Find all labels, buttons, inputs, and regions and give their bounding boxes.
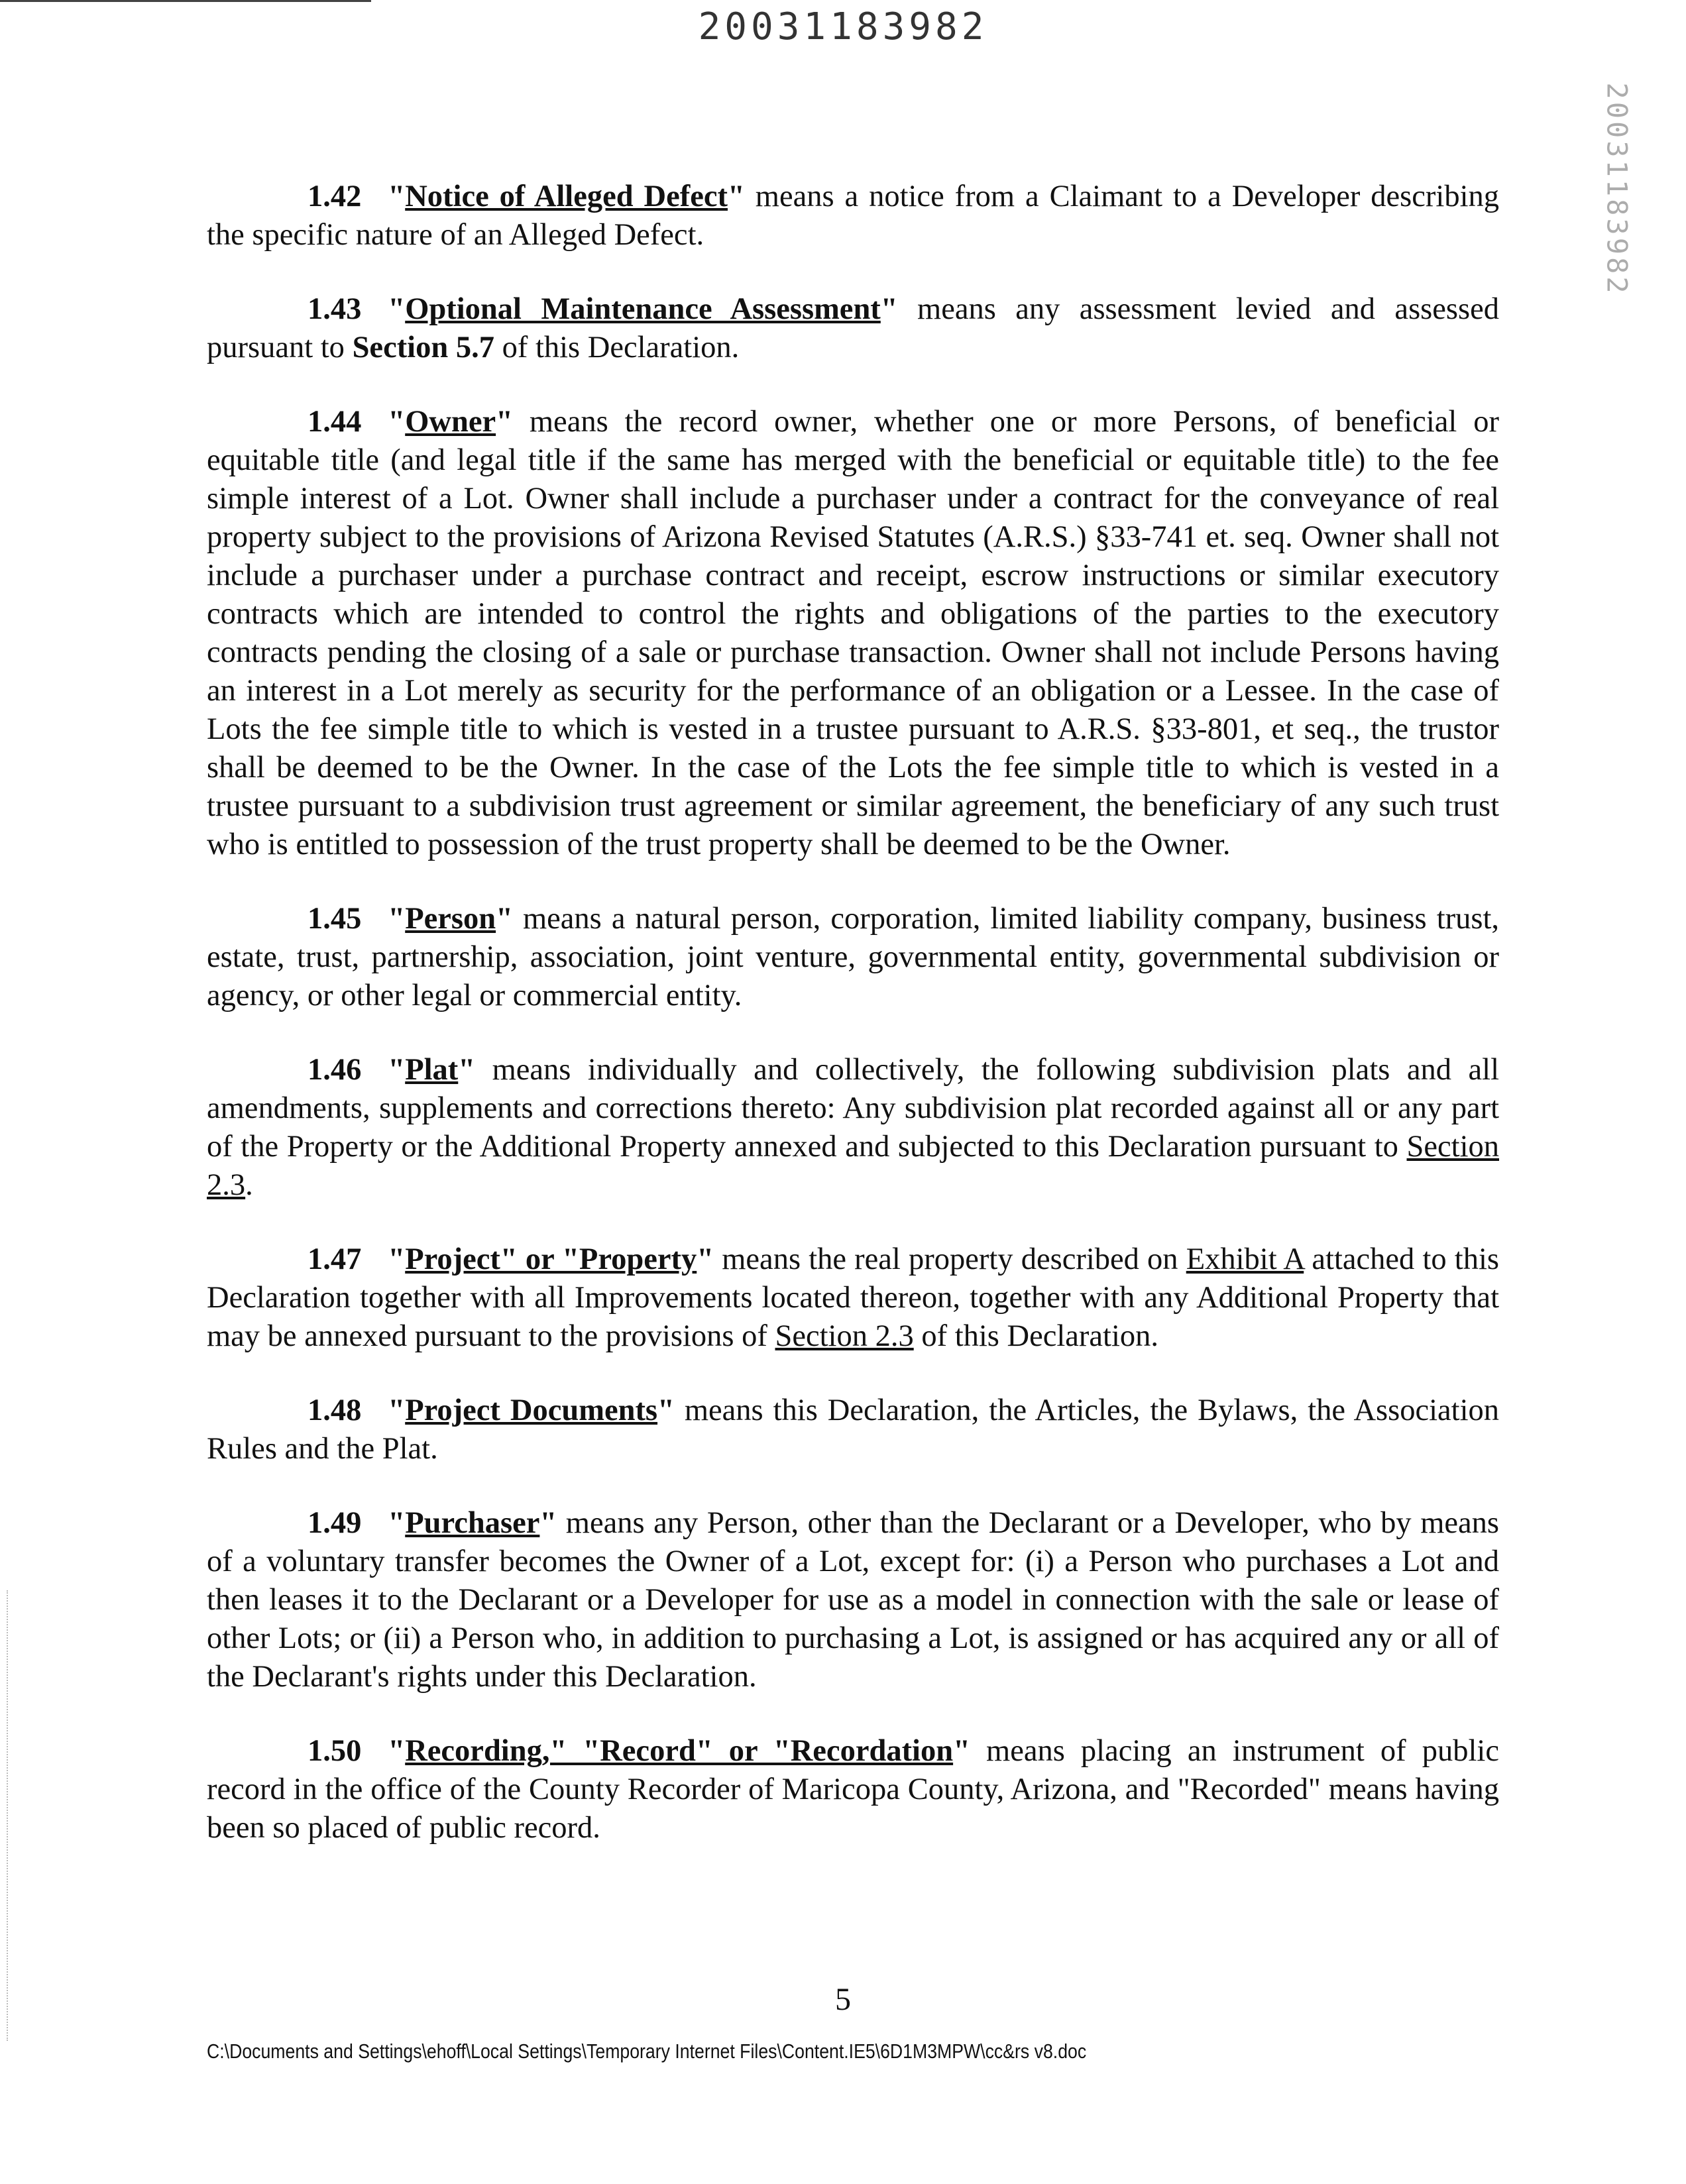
section-number: 1.45	[308, 902, 362, 936]
section-number: 1.46	[308, 1053, 362, 1087]
section-number: 1.48	[308, 1393, 362, 1427]
bold-text: "	[388, 292, 406, 326]
definition-paragraph	[207, 1732, 1499, 1847]
section-number: 1.47	[308, 1242, 362, 1276]
bold-text: "	[657, 1393, 675, 1427]
bold-text: "	[388, 1053, 406, 1087]
defined-term: Owner	[405, 405, 496, 439]
definition-text: means the record owner, whether one or more Persons, of beneficial or equitable title (and legal title if the same has merged with the beneficial or equitable title) to the fee simple interest of a Lot. Owner shall include a purchaser under a contract for the conveyance of real property subject to the provisions of Arizona Revised Statutes (A.R.S.) §33-741 et. seq. Owner shall not include a purchaser under a purchase contract and receipt, escrow instructions or similar executory contracts which are intended to control the rights and obligations of the parties to the executory contracts pending the closing of a sale or purchase transaction. Owner shall not include Persons having an interest in a Lot merely as security for the performance of an obligation or a Lessee. In the case of Lots the fee simple title to which is vested in a trustee pursuant to A.R.S. §33-801, et seq., the trustor shall be deemed to be the Owner. In the case of the Lots the fee simple title to which is vested in a trustee pursuant to a subdivision trust agreement or similar agreement, the beneficiary of any such trust who is entitled to possession of the trust property shall be deemed to be the Owner.	[207, 405, 1499, 861]
definition-text: .	[245, 1168, 253, 1202]
definition-paragraph	[207, 290, 1499, 367]
bold-text: "	[496, 405, 513, 439]
definition-text: means any Person, other than the Declarant or a Developer, who by means of a voluntary transfer becomes the Owner of a Lot, except for: (i) a Person who purchases a Lot and then leases it to the Declarant or a Developer for use as a model in connection with the sale or lease of other Lots; or (ii) a Person who, in addition to purchasing a Lot, is assigned or has acquired any or all of the Declarant's rights under this Declaration.	[207, 1506, 1499, 1694]
defined-term: Project" or "Property	[405, 1242, 697, 1276]
definition-text: means any assessment levied and assessed pursuant to	[207, 292, 1499, 364]
document-number: 20031183982	[698, 5, 988, 48]
definition-paragraph	[207, 1051, 1499, 1205]
defined-term: Optional Maintenance Assessment	[405, 292, 881, 326]
bold-text: "	[880, 292, 898, 326]
scan-margin-marks	[7, 1590, 10, 2041]
cross-reference: Section 2.3	[207, 1130, 1499, 1202]
section-number: 1.42	[308, 180, 362, 213]
defined-term: Purchaser	[405, 1506, 540, 1540]
section-number: 1.43	[308, 292, 362, 326]
definition-text: means individually and collectively, the following subdivision plats and all amendments, supplements and corrections thereto: Any subdivision plat recorded against all or any part of the Property or the Additional Property annexed and subjected to this Declaration pursuant to	[207, 1053, 1499, 1164]
definition-text: attached to this Declaration together with all Improvements located thereon, together with any Additional Property that may be annexed pursuant to the provisions of	[207, 1242, 1499, 1353]
defined-term: Project Documents	[405, 1393, 658, 1427]
bold-text: "	[458, 1053, 476, 1087]
bold-text: "	[953, 1734, 970, 1768]
bold-text: "	[388, 405, 406, 439]
bold-text: "	[388, 1393, 406, 1427]
defined-term: Recording," "Record" or "Recordation	[405, 1734, 954, 1768]
definition-text: of this Declaration.	[494, 331, 740, 364]
cross-reference: Exhibit A	[1186, 1242, 1304, 1276]
definition-paragraph	[207, 1392, 1499, 1468]
definition-text: means a notice from a Claimant to a Developer describing the specific nature of an Alleged Defect.	[207, 180, 1499, 252]
file-path: C:\Documents and Settings\ehoff\Local Settings\Temporary Internet Files\Content.IE5\6D1M3MPW\cc&rs v8.doc	[207, 2040, 1087, 2063]
definitions-body	[207, 178, 1499, 1883]
recording-stamp-text: 20031183982	[1601, 82, 1634, 296]
definition-text: means placing an instrument of public record in the office of the County Recorder of Maricopa County, Arizona, and "Recorded" means having been so placed of public record.	[207, 1734, 1499, 1845]
definition-text: of this Declaration.	[913, 1319, 1159, 1353]
definition-text: means the real property described on	[714, 1242, 1186, 1276]
cross-reference: Section 2.3	[775, 1319, 914, 1353]
bold-text: "	[496, 902, 513, 936]
bold-text: Section 5.7	[352, 331, 494, 364]
recording-stamp	[1591, 80, 1644, 298]
section-number: 1.49	[308, 1506, 362, 1540]
bold-text: "	[388, 1242, 406, 1276]
definition-paragraph	[207, 1504, 1499, 1696]
definition-paragraph	[207, 900, 1499, 1015]
bold-text: "	[388, 1734, 406, 1768]
definition-paragraph	[207, 403, 1499, 864]
definition-paragraph	[207, 1240, 1499, 1356]
bold-text: "	[697, 1242, 714, 1276]
top-rule	[0, 0, 371, 2]
bold-text: "	[388, 1506, 406, 1540]
defined-term: Person	[405, 902, 496, 936]
definition-paragraph	[207, 178, 1499, 254]
defined-term: Plat	[405, 1053, 459, 1087]
page-number: 5	[835, 1982, 851, 2017]
bold-text: "	[388, 902, 406, 936]
definition-text: means this Declaration, the Articles, the Bylaws, the Association Rules and the Plat.	[207, 1393, 1499, 1466]
defined-term: Notice of Alleged Defect	[405, 180, 728, 213]
definition-text: means a natural person, corporation, limited liability company, business trust, estate, trust, partnership, association, joint venture, governmental entity, governmental subdivision or agency, or other legal or commercial entity.	[207, 902, 1499, 1012]
bold-text: "	[388, 180, 406, 213]
bold-text: "	[539, 1506, 557, 1540]
section-number: 1.44	[308, 405, 362, 439]
section-number: 1.50	[308, 1734, 362, 1768]
bold-text: "	[728, 180, 745, 213]
